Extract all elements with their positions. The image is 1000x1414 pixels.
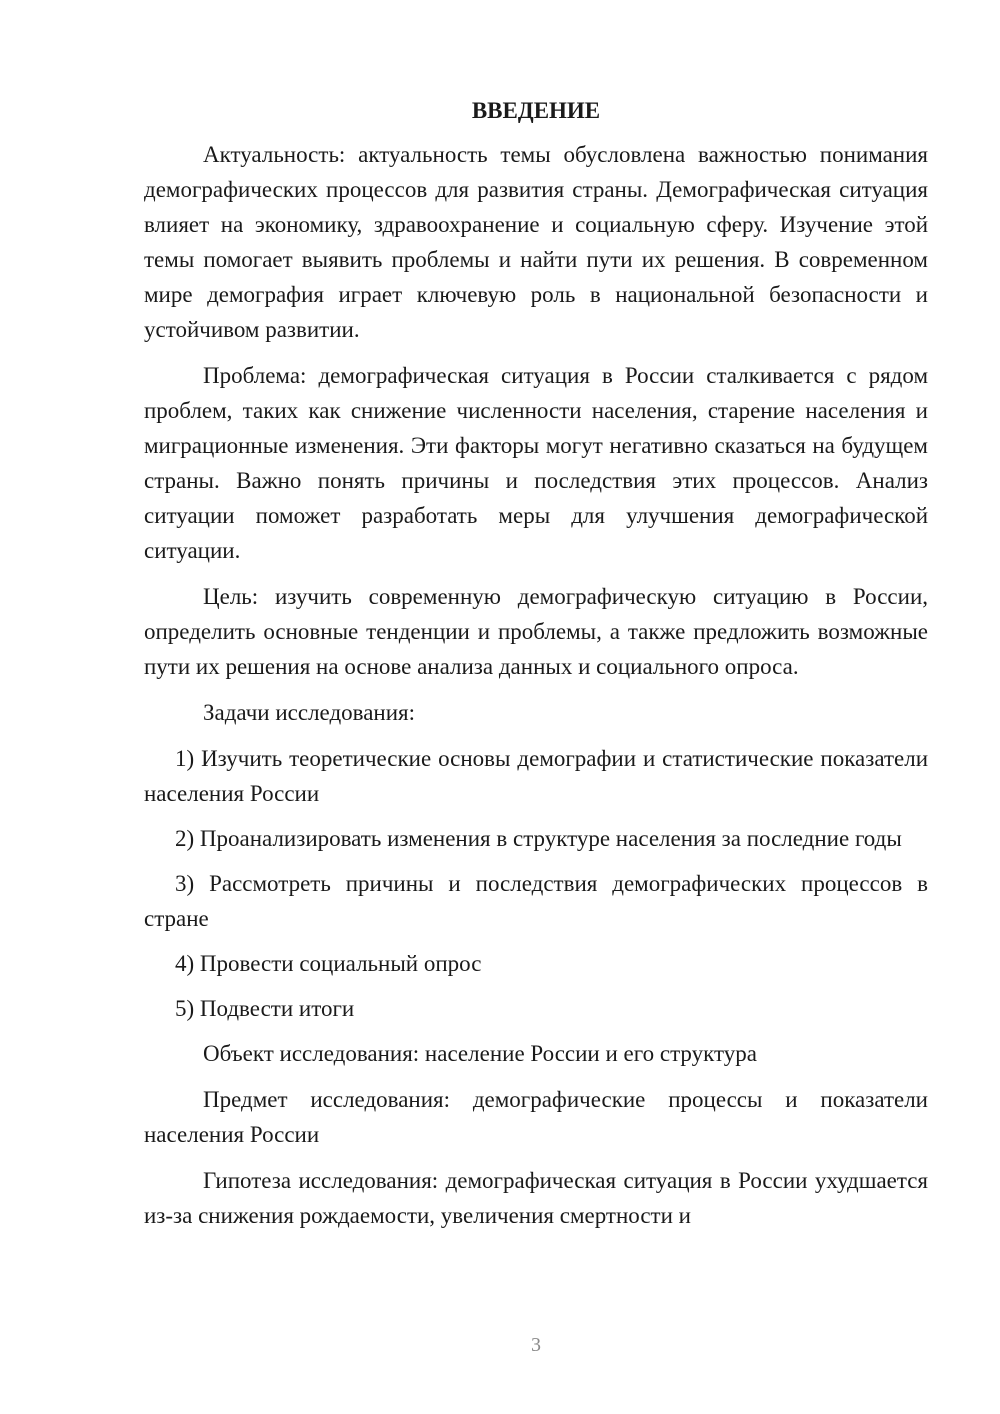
task-item: 4) Провести социальный опрос bbox=[175, 951, 482, 976]
task-item: 2) Проанализировать изменения в структуре населения за последние годы bbox=[175, 826, 902, 851]
section-heading: ВВЕДЕНИЕ bbox=[471, 98, 601, 123]
page-content bbox=[144, 93, 928, 1244]
task-item: 3) Рассмотреть причины и последствия демографических процессов в стране bbox=[144, 871, 928, 931]
object-paragraph: Объект исследования: население России и его структура bbox=[203, 1041, 757, 1066]
hypothesis-paragraph: Гипотеза исследования: демографическая ситуация в России ухудшается из-за снижения рождаемости, увеличения смертности и bbox=[144, 1168, 928, 1228]
page-number: 3 bbox=[531, 1334, 541, 1356]
tasks-heading: Задачи исследования: bbox=[203, 700, 416, 725]
relevance-paragraph: Актуальность: актуальность темы обусловлена важностью понимания демографических процессов для развития страны. Демографическая ситуация влияет на экономику, здравоохранение и социальную сферу. Изучение этой темы помогает выявить проблемы и найти пути их решения. В современном мире демография играет ключевую роль в национальной безопасности и устойчивом развитии. bbox=[144, 142, 928, 342]
problem-paragraph: Проблема: демографическая ситуация в России сталкивается с рядом проблем, таких как снижение численности населения, старение населения и миграционные изменения. Эти факторы могут негативно сказаться на будущем страны. Важно понять причины и последствия этих процессов. Анализ ситуации поможет разработать меры для улучшения демографической ситуации. bbox=[144, 363, 928, 563]
subject-paragraph: Предмет исследования: демографические процессы и показатели населения России bbox=[144, 1087, 928, 1147]
goal-paragraph: Цель: изучить современную демографическую ситуацию в России, определить основные тенденции и проблемы, а также предложить возможные пути их решения на основе анализа данных и социального опроса. bbox=[144, 584, 928, 679]
task-item: 1) Изучить теоретические основы демографии и статистические показатели населения России bbox=[144, 746, 928, 806]
task-item: 5) Подвести итоги bbox=[175, 996, 355, 1021]
